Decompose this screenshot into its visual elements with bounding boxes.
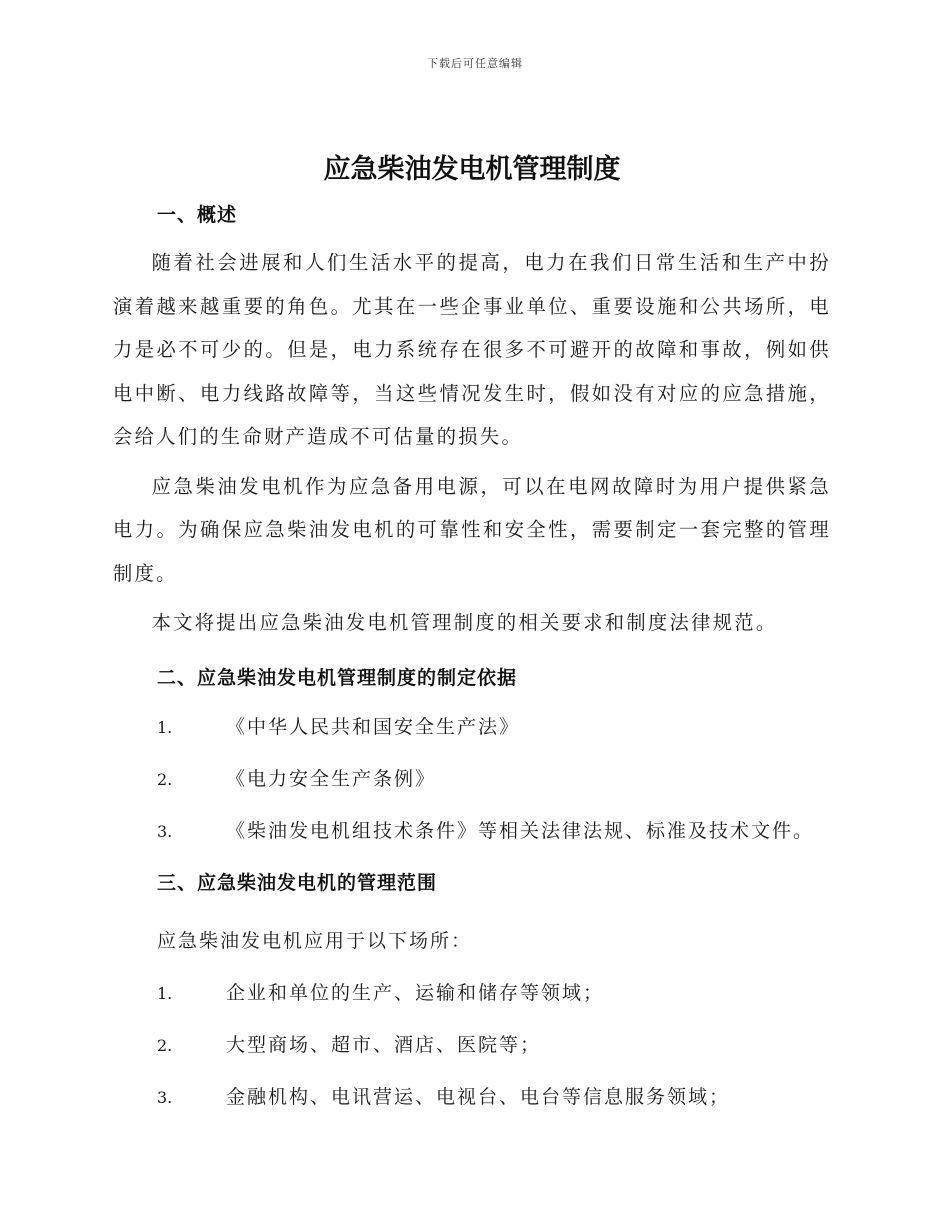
list-item bbox=[113, 753, 831, 805]
list-text: 《电力安全生产条例》 bbox=[226, 767, 437, 790]
list-number: 3. bbox=[157, 821, 173, 841]
section-heading: 二、应急柴油发电机管理制度的制定依据 bbox=[157, 666, 518, 689]
list-text: 大型商场、超市、酒店、医院等； bbox=[226, 1033, 542, 1056]
page-header-note: 下载后可任意编辑 bbox=[427, 57, 523, 70]
list-item bbox=[113, 1019, 831, 1071]
list-text: 企业和单位的生产、运输和储存等领域； bbox=[226, 981, 605, 1004]
list-number: 1. bbox=[157, 983, 173, 1003]
section-scope bbox=[113, 857, 831, 1123]
list-intro: 应急柴油发电机应用于以下场所： bbox=[157, 929, 473, 952]
list-item bbox=[113, 967, 831, 1019]
list-number: 2. bbox=[157, 1035, 173, 1055]
document-title: 应急柴油发电机管理制度 bbox=[323, 154, 621, 185]
document-body bbox=[113, 148, 831, 1123]
list-item bbox=[113, 1071, 831, 1123]
section-overview bbox=[113, 198, 831, 645]
list-number: 2. bbox=[157, 769, 173, 789]
list-number: 3. bbox=[157, 1087, 173, 1107]
list-number: 1. bbox=[157, 717, 173, 737]
list-item bbox=[113, 701, 831, 753]
list-text: 金融机构、电讯营运、电视台、电台等信息服务领域； bbox=[226, 1085, 731, 1108]
paragraph: 本文将提出应急柴油发电机管理制度的相关要求和制度法律规范。 bbox=[151, 611, 778, 634]
section-heading: 三、应急柴油发电机的管理范围 bbox=[157, 871, 438, 894]
section-basis bbox=[113, 661, 831, 857]
list-text: 《柴油发电机组技术条件》等相关法律法规、标准及技术文件。 bbox=[226, 819, 815, 842]
paragraph: 随着社会进展和人们生活水平的提高，电力在我们日常生活和生产中扮演着越来越重要的角色。尤其在一些企事业单位、重要设施和公共场所，电力是必不可少的。但是，电力系统存在很多不可避开的故障和事故，例如供电中断、电力线路故障等，当这些情况发生时，假如没有对应的应急措施，会给人们的生命财产造成不可估量的损失。 bbox=[113, 251, 831, 448]
list-item bbox=[113, 805, 831, 857]
paragraph: 应急柴油发电机作为应急备用电源，可以在电网故障时为用户提供紧急电力。为确保应急柴油发电机的可靠性和安全性，需要制定一套完整的管理制度。 bbox=[113, 474, 831, 585]
section-heading: 一、概述 bbox=[157, 204, 238, 226]
list-text: 《中华人民共和国安全生产法》 bbox=[226, 715, 521, 738]
